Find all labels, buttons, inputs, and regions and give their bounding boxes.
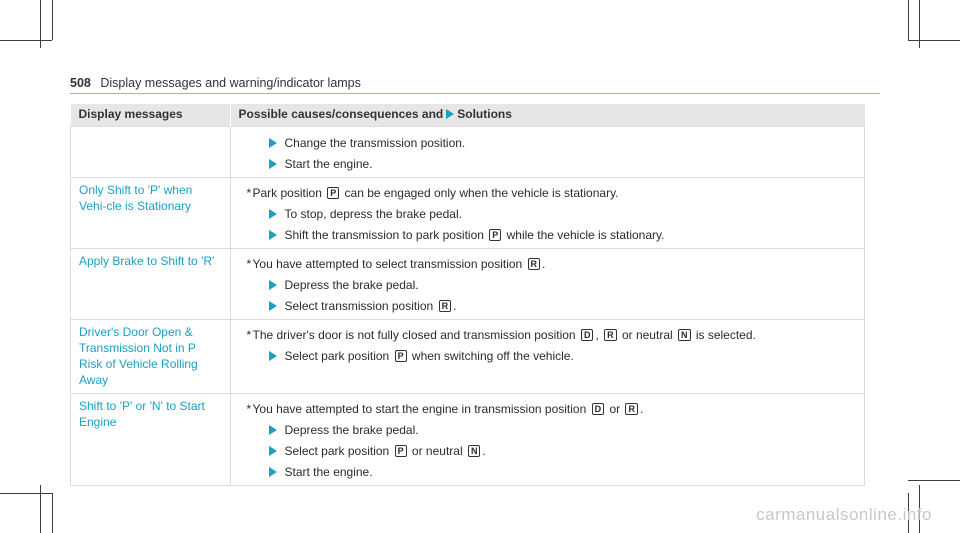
solution-step xyxy=(239,464,857,480)
text-run: . xyxy=(639,402,644,416)
page-title: Display messages and warning/indicator lamps xyxy=(100,76,361,90)
gear-key-icon: D xyxy=(592,403,605,415)
table-row xyxy=(71,127,865,178)
cause-marker: * xyxy=(246,328,252,342)
step-arrow-icon xyxy=(269,209,277,219)
crop-mark xyxy=(52,0,53,40)
column-header-causes-text: Possible causes/consequences and xyxy=(238,107,444,121)
message-name: Only Shift to 'P' when Vehi-cle is Stationary xyxy=(71,178,231,249)
cause-marker: * xyxy=(246,186,252,200)
step-arrow-icon xyxy=(269,230,277,240)
gear-key-icon: R xyxy=(528,258,541,270)
text-run: . xyxy=(542,257,546,271)
gear-key-icon: N xyxy=(678,329,691,341)
step-arrow-icon xyxy=(269,467,277,477)
cause-marker: * xyxy=(246,402,252,416)
crop-mark xyxy=(908,480,960,481)
text-run: . xyxy=(453,299,457,313)
table-row xyxy=(71,249,865,320)
cause-text xyxy=(239,327,857,343)
step-arrow-icon xyxy=(269,280,277,290)
page-number: 508 xyxy=(70,76,91,90)
crop-mark xyxy=(52,493,53,533)
text-run: , xyxy=(595,328,603,342)
text-run: is selected. xyxy=(692,328,756,342)
text-run: Shift the transmission to park position xyxy=(284,228,488,242)
text-run: Select park position xyxy=(284,349,393,363)
solution-step xyxy=(239,156,857,172)
solution-step xyxy=(239,298,857,314)
text-run: when switching off the vehicle. xyxy=(408,349,574,363)
text-run: Depress the brake pedal. xyxy=(284,423,419,437)
table-header-row xyxy=(71,104,865,127)
cause-text xyxy=(239,185,857,201)
header-rule xyxy=(70,93,880,94)
table-row xyxy=(71,178,865,249)
column-header-messages: Display messages xyxy=(71,104,231,127)
text-run: The driver's door is not fully closed and transmission position xyxy=(252,328,579,342)
step-arrow-icon xyxy=(269,301,277,311)
message-name: Shift to 'P' or 'N' to Start Engine xyxy=(71,394,231,486)
gear-key-icon: N xyxy=(468,445,481,457)
text-run: Park position xyxy=(252,186,326,200)
step-arrow-icon xyxy=(269,138,277,148)
column-header-causes xyxy=(230,104,865,127)
gear-key-icon: R xyxy=(625,403,638,415)
text-run: Start the engine. xyxy=(284,465,373,479)
text-run: Change the transmission position. xyxy=(284,136,466,150)
gear-key-icon: P xyxy=(327,187,339,199)
solution-step xyxy=(239,277,857,293)
solution-step xyxy=(239,135,857,151)
message-name: Driver's Door Open & Transmission Not in P Risk of Vehicle Rolling Away xyxy=(71,320,231,394)
solution-step xyxy=(239,443,857,459)
text-run: or neutral xyxy=(618,328,676,342)
text-run: To stop, depress the brake pedal. xyxy=(284,207,462,221)
solution-step xyxy=(239,422,857,438)
crop-mark xyxy=(0,493,52,494)
text-run: Start the engine. xyxy=(284,157,373,171)
text-run: You have attempted to start the engine in transmission position xyxy=(252,402,590,416)
message-details xyxy=(230,127,865,178)
crop-mark xyxy=(908,40,960,41)
crop-mark xyxy=(908,0,909,40)
message-details xyxy=(230,249,865,320)
solution-step xyxy=(239,227,857,243)
message-details xyxy=(230,320,865,394)
gear-key-icon: P xyxy=(395,350,407,362)
message-details xyxy=(230,178,865,249)
cause-text xyxy=(239,401,857,417)
message-details xyxy=(230,394,865,486)
column-header-solutions-text: Solutions xyxy=(457,107,512,121)
step-arrow-icon xyxy=(269,425,277,435)
message-name xyxy=(71,127,231,178)
step-arrow-icon xyxy=(269,351,277,361)
text-run: Depress the brake pedal. xyxy=(284,278,419,292)
page-header xyxy=(70,76,880,90)
text-run: or xyxy=(606,402,624,416)
table-row xyxy=(71,394,865,486)
text-run: . xyxy=(482,444,486,458)
cause-text xyxy=(239,256,857,272)
text-run: while the vehicle is stationary. xyxy=(503,228,665,242)
solution-step xyxy=(239,206,857,222)
table-row xyxy=(71,320,865,394)
crop-mark xyxy=(0,40,52,41)
text-run: Select transmission position xyxy=(284,299,437,313)
gear-key-icon: P xyxy=(489,229,501,241)
display-messages-table xyxy=(70,104,865,486)
solution-step xyxy=(239,348,857,364)
step-arrow-icon xyxy=(269,446,277,456)
watermark: carmanualsonline.info xyxy=(756,505,932,524)
step-arrow-icon xyxy=(269,159,277,169)
cause-marker: * xyxy=(246,257,252,271)
gear-key-icon: R xyxy=(604,329,617,341)
text-run: can be engaged only when the vehicle is stationary. xyxy=(341,186,619,200)
text-run: or neutral xyxy=(408,444,466,458)
text-run: You have attempted to select transmission position xyxy=(252,257,526,271)
text-run: Select park position xyxy=(284,444,393,458)
gear-key-icon: R xyxy=(439,300,452,312)
gear-key-icon: P xyxy=(395,445,407,457)
gear-key-icon: D xyxy=(581,329,594,341)
solution-arrow-icon xyxy=(446,109,454,119)
message-name: Apply Brake to Shift to 'R' xyxy=(71,249,231,320)
